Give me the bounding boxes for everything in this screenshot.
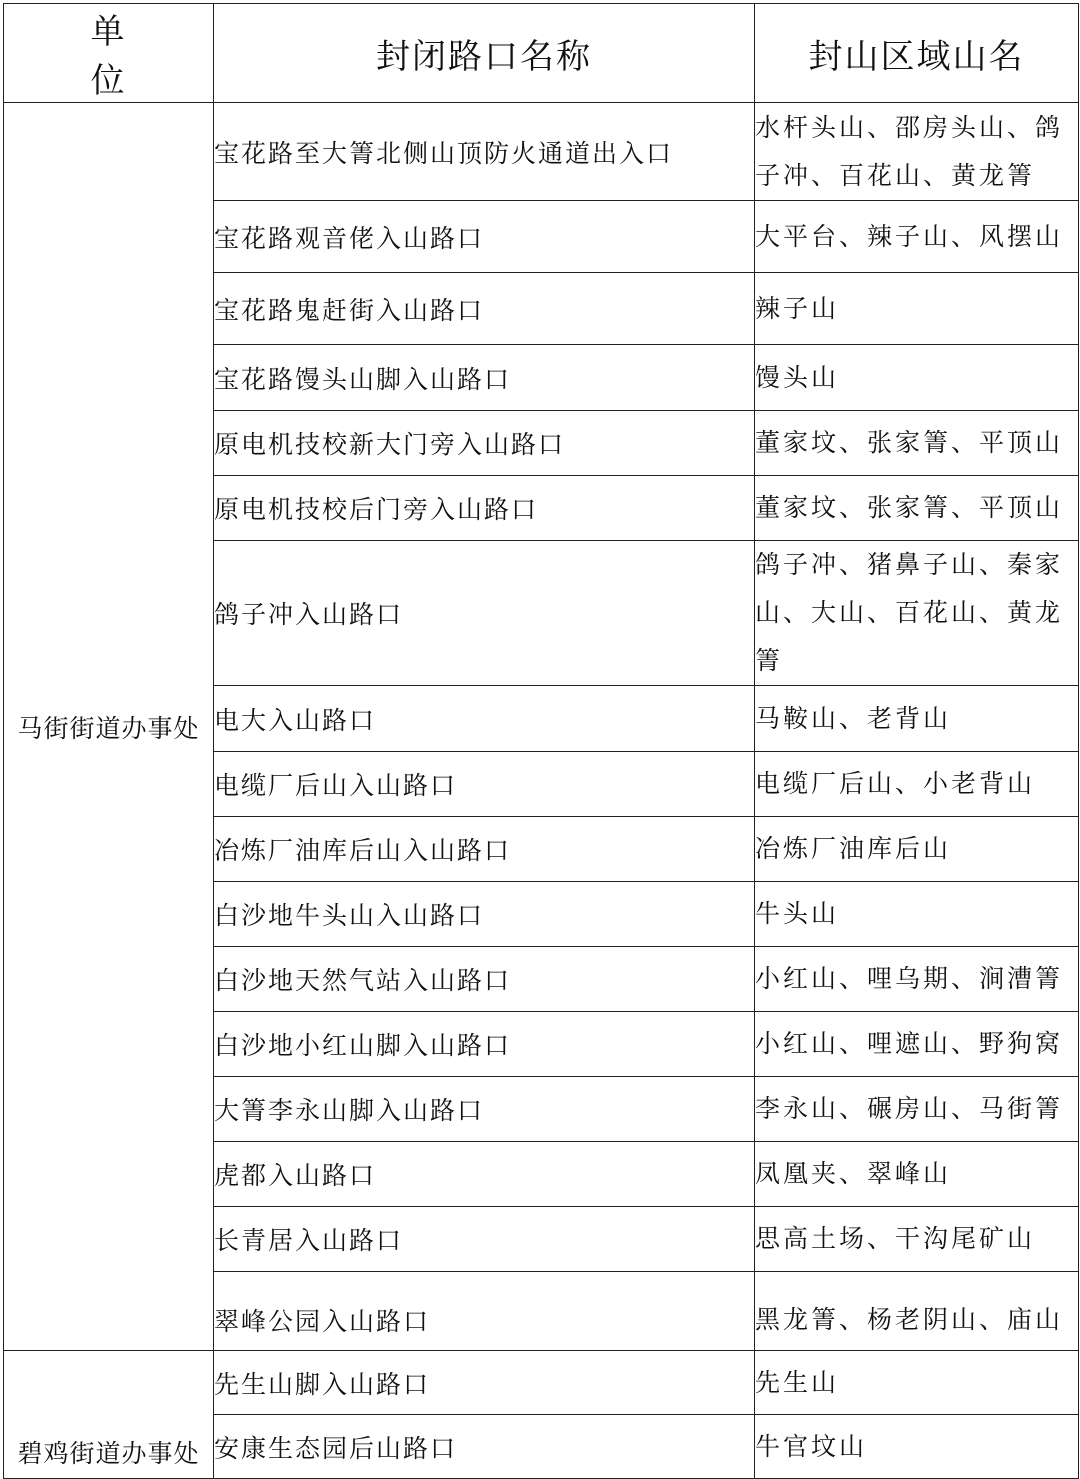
area-cell: 李永山、碾房山、马街箐 [755,1077,1079,1142]
area-cell: 牛官坟山 [755,1415,1079,1479]
road-cell: 原电机技校新大门旁入山路口 [214,411,755,476]
header-unit: 单 位 [4,4,214,103]
area-cell: 黑龙箐、杨老阴山、庙山 [755,1272,1079,1351]
header-road-name: 封闭路口名称 [214,4,755,103]
road-cell: 白沙地天然气站入山路口 [214,947,755,1012]
area-cell: 馒头山 [755,345,1079,411]
road-cell: 宝花路至大箐北侧山顶防火通道出入口 [214,103,755,201]
area-cell: 思高土场、干沟尾矿山 [755,1207,1079,1272]
road-cell: 电缆厂后山入山路口 [214,752,755,817]
area-cell: 马鞍山、老背山 [755,686,1079,752]
area-cell: 辣子山 [755,273,1079,345]
area-cell: 董家坟、张家箐、平顶山 [755,476,1079,541]
road-cell: 宝花路观音佬入山路口 [214,201,755,273]
unit-cell: 马街街道办事处 [4,103,214,1351]
area-cell: 小红山、哩遮山、野狗窝 [755,1012,1079,1077]
road-cell: 大箐李永山脚入山路口 [214,1077,755,1142]
table-row [4,1351,1079,1415]
road-cell: 翠峰公园入山路口 [214,1272,755,1351]
table-row [4,103,1079,201]
road-cell: 原电机技校后门旁入山路口 [214,476,755,541]
road-cell: 先生山脚入山路口 [214,1351,755,1415]
area-cell: 凤凰夹、翠峰山 [755,1142,1079,1207]
road-cell: 虎都入山路口 [214,1142,755,1207]
road-cell: 白沙地小红山脚入山路口 [214,1012,755,1077]
area-cell: 大平台、辣子山、风摆山 [755,201,1079,273]
road-cell: 白沙地牛头山入山路口 [214,882,755,947]
road-cell: 长青居入山路口 [214,1207,755,1272]
area-cell: 电缆厂后山、小老背山 [755,752,1079,817]
road-cell: 宝花路馒头山脚入山路口 [214,345,755,411]
header-area-name: 封山区域山名 [755,4,1079,103]
road-cell: 电大入山路口 [214,686,755,752]
area-cell: 水杆头山、邵房头山、鸽子冲、百花山、黄龙箐 [755,103,1079,201]
area-cell: 先生山 [755,1351,1079,1415]
area-cell: 鸽子冲、猪鼻子山、秦家山、大山、百花山、黄龙箐 [755,541,1079,686]
road-cell: 鸽子冲入山路口 [214,541,755,686]
unit-cell: 碧鸡街道办事处 [4,1351,214,1479]
area-cell: 牛头山 [755,882,1079,947]
road-closure-table [3,3,1079,1479]
area-cell: 冶炼厂油库后山 [755,817,1079,882]
road-cell: 安康生态园后山路口 [214,1415,755,1479]
area-cell: 小红山、哩乌期、涧漕箐 [755,947,1079,1012]
road-cell: 宝花路鬼赶街入山路口 [214,273,755,345]
header-row [4,4,1079,103]
area-cell: 董家坟、张家箐、平顶山 [755,411,1079,476]
road-cell: 冶炼厂油库后山入山路口 [214,817,755,882]
